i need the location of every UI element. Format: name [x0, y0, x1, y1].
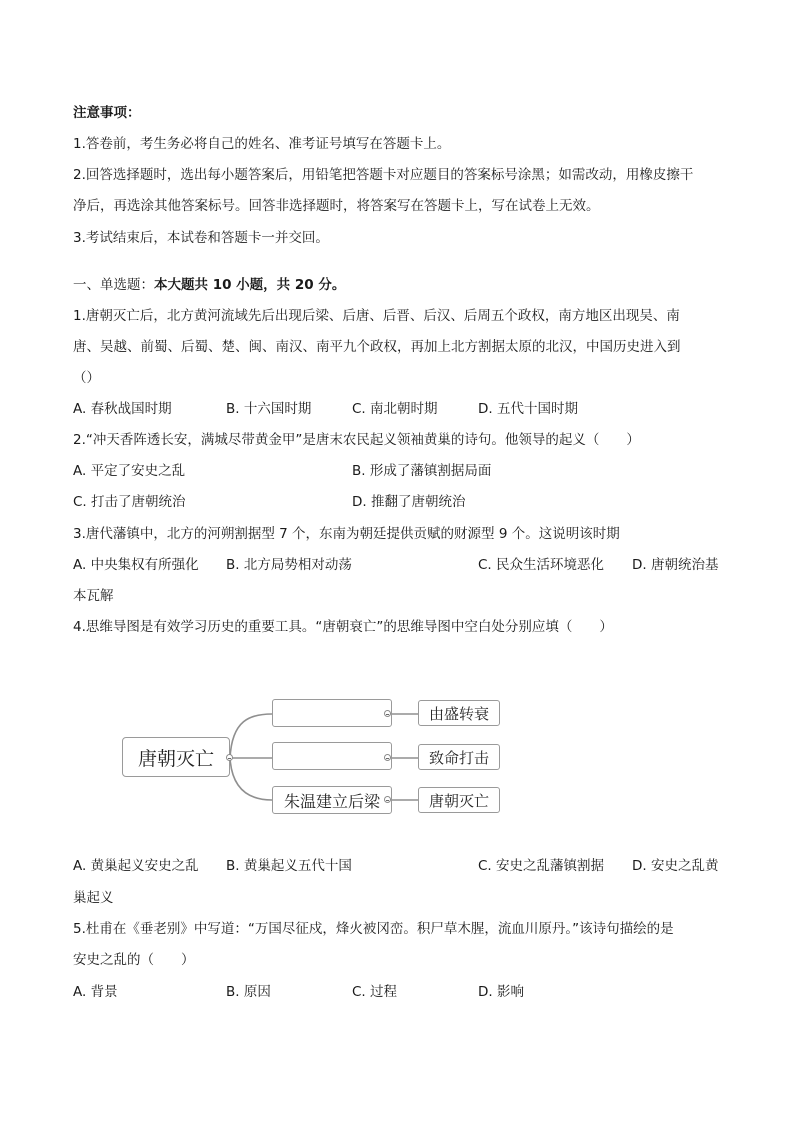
notice-title: 注意事项： [73, 105, 141, 121]
q3-stem: 3.唐代藩镇中，北方的河朔割据型 7 个，东南为朝廷提供贡赋的财源型 9 个。这说明该时期 [73, 526, 620, 542]
q4-option-d-wrap: 巢起义 [73, 890, 114, 906]
q4-stem: 4.思维导图是有效学习历史的重要工具。“唐朝衰亡”的思维导图中空白处分别应填（ ） [73, 619, 613, 635]
notice-item-1: 1.答卷前，考生务必将自己的姓名、准考证号填写在答题卡上。 [73, 136, 451, 152]
q4-option-d[interactable]: D. 安史之乱黄 [632, 858, 719, 874]
q3-option-b[interactable]: B. 北方局势相对动荡 [226, 557, 352, 573]
q1-option-b[interactable]: B. 十六国时期 [226, 401, 312, 417]
mind-map-result-2: 致命打击 [418, 744, 500, 770]
collapse-icon [384, 754, 391, 761]
q1-option-c[interactable]: C. 南北朝时期 [352, 401, 438, 417]
q5-option-d[interactable]: D. 影响 [478, 984, 524, 1000]
section-desc: 本大题共 10 小题，共 20 分。 [154, 277, 346, 293]
mind-map-blank-1 [272, 699, 392, 727]
q4-option-a[interactable]: A. 黄巢起义安史之乱 [73, 858, 199, 874]
section-heading [73, 276, 345, 294]
q2-stem: 2.“冲天香阵透长安，满城尽带黄金甲”是唐末农民起义领袖黄巢的诗句。他领导的起义（ ） [73, 432, 640, 448]
q4-option-b[interactable]: B. 黄巢起义五代十国 [226, 858, 352, 874]
q5-option-a[interactable]: A. 背景 [73, 984, 118, 1000]
mind-map-blank-2 [272, 742, 392, 770]
q2-option-a[interactable]: A. 平定了安史之乱 [73, 463, 186, 479]
collapse-icon [226, 754, 233, 761]
q4-option-c[interactable]: C. 安史之乱藩镇割据 [478, 858, 605, 874]
q3-option-c[interactable]: C. 民众生活环境恶化 [478, 557, 605, 573]
q2-option-b[interactable]: B. 形成了藩镇割据局面 [352, 463, 492, 479]
q5-option-c[interactable]: C. 过程 [352, 984, 398, 1000]
collapse-icon [384, 710, 391, 717]
notice-item-3: 3.考试结束后，本试卷和答题卡一并交回。 [73, 230, 329, 246]
section-prefix: 一、单选题： [73, 277, 154, 293]
notice-item-2: 2.回答选择题时，选出每小题答案后，用铅笔把答题卡对应题目的答案标号涂黑；如需改动，用橡皮擦干 [73, 167, 694, 183]
q2-option-c[interactable]: C. 打击了唐朝统治 [73, 494, 186, 510]
q1-line-3: （） [73, 370, 100, 386]
q5-line-1: 5.杜甫在《垂老别》中写道：“万国尽征戍，烽火被冈峦。积尸草木腥，流血川原丹。”该诗句描绘的是 [73, 921, 674, 937]
q2-option-d[interactable]: D. 推翻了唐朝统治 [352, 494, 466, 510]
q3-option-d[interactable]: D. 唐朝统治基 [632, 557, 719, 573]
q1-option-a[interactable]: A. 春秋战国时期 [73, 401, 172, 417]
q3-option-a[interactable]: A. 中央集权有所强化 [73, 557, 199, 573]
mind-map-result-1: 由盛转衰 [418, 700, 500, 726]
mind-map-branch-3: 朱温建立后梁 [272, 786, 392, 814]
mind-map [120, 690, 520, 830]
mind-map-result-3: 唐朝灭亡 [418, 787, 500, 813]
q1-line-1: 1.唐朝灭亡后，北方黄河流域先后出现后梁、后唐、后晋、后汉、后周五个政权，南方地区出现吴、南 [73, 308, 680, 324]
q1-line-2: 唐、吴越、前蜀、后蜀、楚、闽、南汉、南平九个政权，再加上北方割据太原的北汉，中国历史进入到 [73, 339, 681, 355]
q1-option-d[interactable]: D. 五代十国时期 [478, 401, 578, 417]
q5-option-b[interactable]: B. 原因 [226, 984, 271, 1000]
mind-map-root: 唐朝灭亡 [122, 737, 230, 777]
notice-item-2-cont: 净后，再选涂其他答案标号。回答非选择题时，将答案写在答题卡上，写在试卷上无效。 [73, 198, 600, 214]
q3-option-d-wrap: 本瓦解 [73, 588, 114, 604]
q5-line-2: 安史之乱的（ ） [73, 952, 195, 968]
collapse-icon [384, 796, 391, 803]
